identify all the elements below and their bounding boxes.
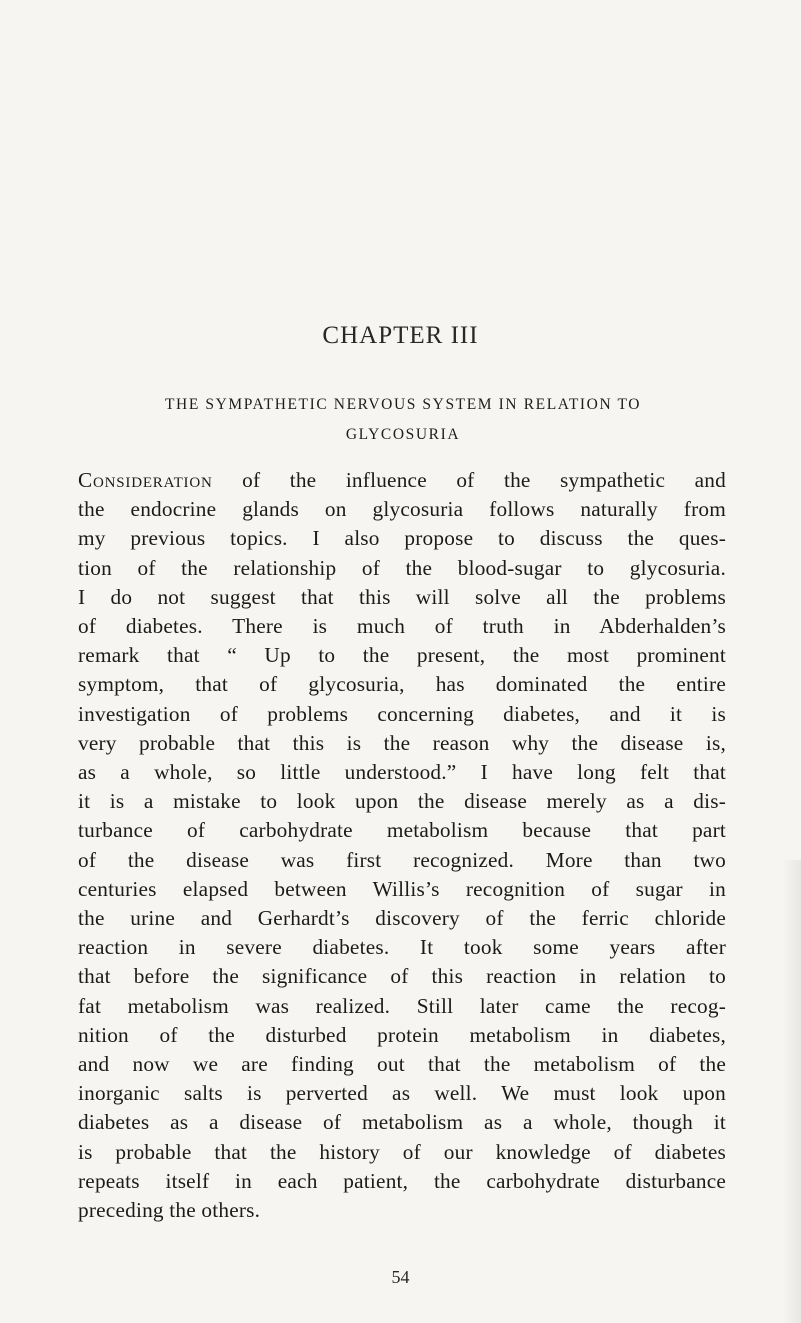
section-heading-line-1: THE SYMPATHETIC NERVOUS SYSTEM IN RELATION TO: [164, 396, 642, 413]
opening-word: Consideration: [78, 468, 213, 492]
text-line: the urine and Gerhardt’s discovery of the ferric chloride: [78, 906, 726, 931]
page-number: 54: [391, 1267, 410, 1287]
text-line: turbance of carbohydrate metabolism because that part: [78, 818, 726, 843]
text-line: [78, 466, 726, 495]
section-heading-line-2: GLYCOSURIA: [345, 426, 461, 443]
text-line: my previous topics. I also propose to discuss the ques-: [78, 526, 726, 551]
text-line: of the disease was first recognized. More than two: [78, 847, 726, 872]
text-line: tion of the relationship of the blood-sugar to glycosuria.: [78, 555, 726, 580]
text-line: as a whole, so little understood.” I have long felt that: [78, 760, 726, 785]
text-line: I do not suggest that this will solve all the problems: [78, 584, 726, 609]
text-line: symptom, that of glycosuria, has dominated the entire: [78, 672, 726, 697]
text-line: very probable that this is the reason why the disease is,: [78, 730, 726, 755]
text-line: diabetes as a disease of metabolism as a whole, though it: [78, 1110, 726, 1135]
text-line: is probable that the history of our knowledge of diabetes: [78, 1139, 726, 1164]
text-line: investigation of problems concerning diabetes, and it is: [78, 701, 726, 726]
text-line: centuries elapsed between Willis’s recognition of sugar in: [78, 876, 726, 901]
body-paragraph: [78, 466, 726, 1225]
text-line: and now we are finding out that the metabolism of the: [78, 1052, 726, 1077]
text-line: remark that “ Up to the present, the most prominent: [78, 643, 726, 668]
text-line: fat metabolism was realized. Still later came the recog-: [78, 993, 726, 1018]
chapter-title: CHAPTER III: [322, 322, 479, 349]
text-line: it is a mistake to look upon the disease merely as a dis-: [78, 789, 726, 814]
text-line: of diabetes. There is much of truth in Abderhalden’s: [78, 614, 726, 639]
text-line: the endocrine glands on glycosuria follows naturally from: [78, 497, 726, 522]
page-edge-shadow: [783, 860, 801, 1323]
text-line-remainder: of the influence of the sympathetic and: [212, 468, 726, 492]
section-heading: [78, 390, 728, 450]
text-line: that before the significance of this reaction in relation to: [78, 964, 726, 989]
text-line: reaction in severe diabetes. It took some years after: [78, 935, 726, 960]
text-line: repeats itself in each patient, the carbohydrate disturbance: [78, 1168, 726, 1193]
text-line: nition of the disturbed protein metabolism in diabetes,: [78, 1022, 726, 1047]
text-line: inorganic salts is perverted as well. We must look upon: [78, 1081, 726, 1106]
text-line: preceding the others.: [78, 1198, 261, 1223]
